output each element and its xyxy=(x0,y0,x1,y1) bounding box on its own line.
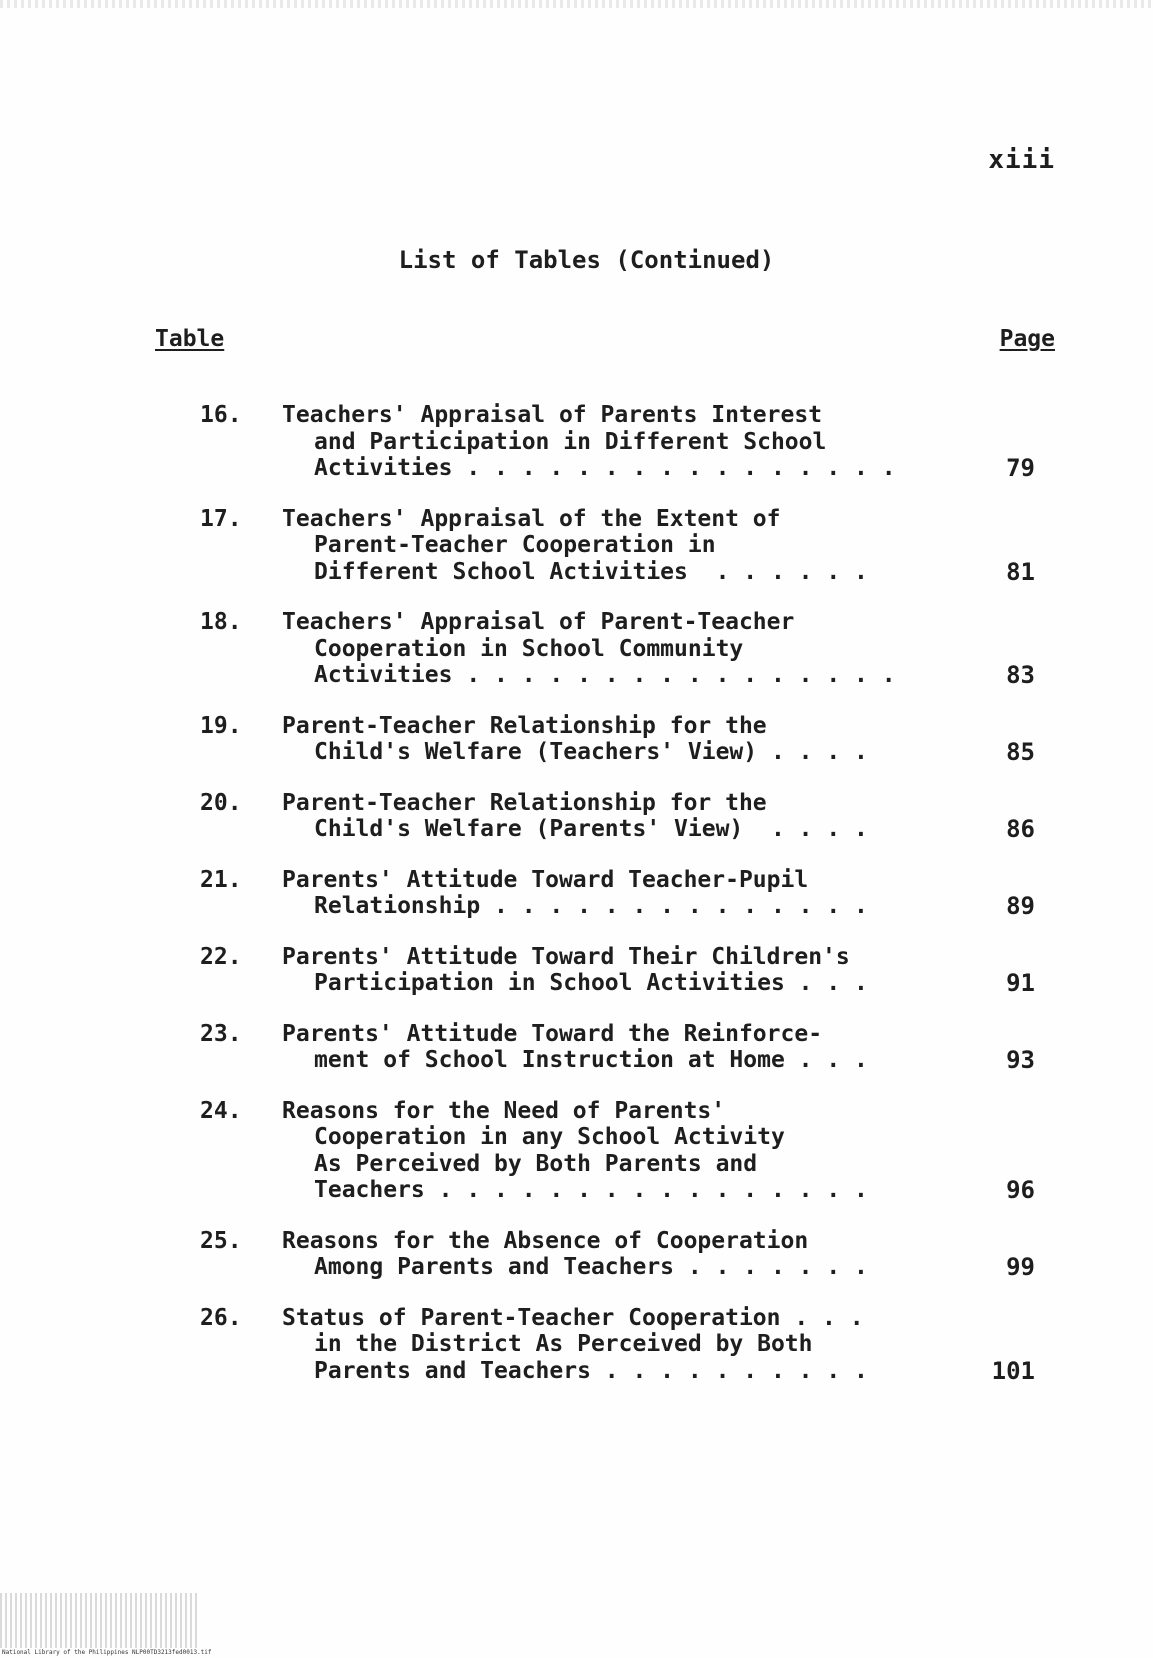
caption-line: Among Parents and Teachers . . . . . . . xyxy=(314,1254,868,1280)
list-item xyxy=(0,944,1153,997)
page-reference: 96 xyxy=(1006,1176,1035,1204)
caption-line: Parents and Teachers . . . . . . . . . . xyxy=(314,1357,868,1384)
caption-line: As Perceived by Both Parents and xyxy=(314,1150,758,1177)
caption-line: Teachers' Appraisal of the Extent of xyxy=(282,505,781,532)
caption-line: in the District As Perceived by Both xyxy=(314,1331,813,1357)
table-number: 16. xyxy=(200,402,242,428)
table-caption xyxy=(282,506,962,586)
caption-line: Child's Welfare (Teachers' View) . . . . xyxy=(314,739,868,765)
list-item xyxy=(0,1305,1153,1385)
table-number: 20. xyxy=(200,789,242,816)
table-caption xyxy=(282,790,962,843)
scan-footer-label: National Library of the Philippines NLP00TD3213fed0013.tif xyxy=(2,1649,212,1656)
table-number: 23. xyxy=(200,1020,242,1047)
page-reference: 101 xyxy=(991,1356,1035,1385)
table-number: 21. xyxy=(200,866,242,893)
table-caption xyxy=(282,609,962,689)
list-item xyxy=(0,790,1153,843)
caption-line: Teachers' Appraisal of Parents Interest xyxy=(282,402,823,428)
table-number: 19. xyxy=(200,712,242,739)
caption-line: Parent-Teacher Relationship for the xyxy=(282,789,767,816)
scan-artifact xyxy=(0,1593,200,1648)
caption-line: Different School Activities . . . . . . xyxy=(314,558,868,585)
table-number: 18. xyxy=(200,609,242,635)
caption-line: Teachers' Appraisal of Parent-Teacher xyxy=(282,609,795,635)
table-of-tables-list xyxy=(0,402,1153,1408)
page-reference: 85 xyxy=(1006,738,1035,766)
page-reference: 83 xyxy=(1006,661,1035,689)
table-number: 26. xyxy=(200,1304,242,1331)
caption-line: Cooperation in any School Activity xyxy=(314,1124,785,1150)
column-header-table: Table xyxy=(155,326,225,352)
page-reference: 86 xyxy=(1006,815,1035,843)
caption-line: Parents' Attitude Toward Their Children's xyxy=(282,943,850,970)
scan-edge-noise xyxy=(0,0,1153,8)
table-caption xyxy=(282,1021,962,1074)
list-item xyxy=(0,713,1153,766)
table-number: 17. xyxy=(200,505,242,532)
caption-line: Participation in School Activities . . . xyxy=(314,970,868,996)
table-caption xyxy=(282,1098,962,1204)
caption-line: Reasons for the Need of Parents' xyxy=(282,1097,726,1124)
column-header-page: Page xyxy=(999,326,1055,352)
page-reference: 91 xyxy=(1006,969,1035,997)
caption-line: Cooperation in School Community xyxy=(314,635,744,662)
page-reference: 89 xyxy=(1006,892,1035,920)
table-caption xyxy=(282,1305,962,1385)
table-number: 22. xyxy=(200,943,242,970)
list-item xyxy=(0,402,1153,482)
table-number: 25. xyxy=(200,1227,242,1254)
page-reference: 81 xyxy=(1006,557,1035,586)
page-reference: 93 xyxy=(1006,1046,1035,1074)
caption-line: and Participation in Different School xyxy=(314,428,827,455)
table-number: 24. xyxy=(200,1097,242,1124)
scan-footer-stamp xyxy=(0,1588,260,1658)
table-caption xyxy=(282,867,962,920)
caption-line: Activities . . . . . . . . . . . . . . . . xyxy=(314,455,896,481)
caption-line: Activities . . . . . . . . . . . . . . . . xyxy=(314,662,896,688)
list-item xyxy=(0,867,1153,920)
caption-line: Child's Welfare (Parents' View) . . . . xyxy=(314,816,868,842)
list-item xyxy=(0,1228,1153,1281)
table-caption xyxy=(282,402,962,482)
caption-line: Teachers . . . . . . . . . . . . . . . . xyxy=(314,1177,868,1203)
list-item xyxy=(0,1021,1153,1074)
table-caption xyxy=(282,713,962,766)
caption-line: ment of School Instruction at Home . . . xyxy=(314,1047,868,1073)
caption-line: Status of Parent-Teacher Cooperation . . . xyxy=(282,1304,864,1331)
page-number: xiii xyxy=(988,145,1055,175)
table-caption xyxy=(282,944,962,997)
caption-line: Reasons for the Absence of Cooperation xyxy=(282,1227,809,1254)
caption-line: Parents' Attitude Toward Teacher-Pupil xyxy=(282,866,809,893)
page-reference: 99 xyxy=(1006,1253,1035,1281)
page-title: List of Tables (Continued) xyxy=(398,246,775,274)
caption-line: Parent-Teacher Relationship for the xyxy=(282,712,767,739)
list-item xyxy=(0,609,1153,689)
caption-line: Relationship . . . . . . . . . . . . . . xyxy=(314,893,868,919)
list-item xyxy=(0,506,1153,586)
table-caption xyxy=(282,1228,962,1281)
page-reference: 79 xyxy=(1006,454,1035,482)
list-item xyxy=(0,1098,1153,1204)
caption-line: Parent-Teacher Cooperation in xyxy=(314,532,716,558)
caption-line: Parents' Attitude Toward the Reinforce- xyxy=(282,1020,823,1047)
